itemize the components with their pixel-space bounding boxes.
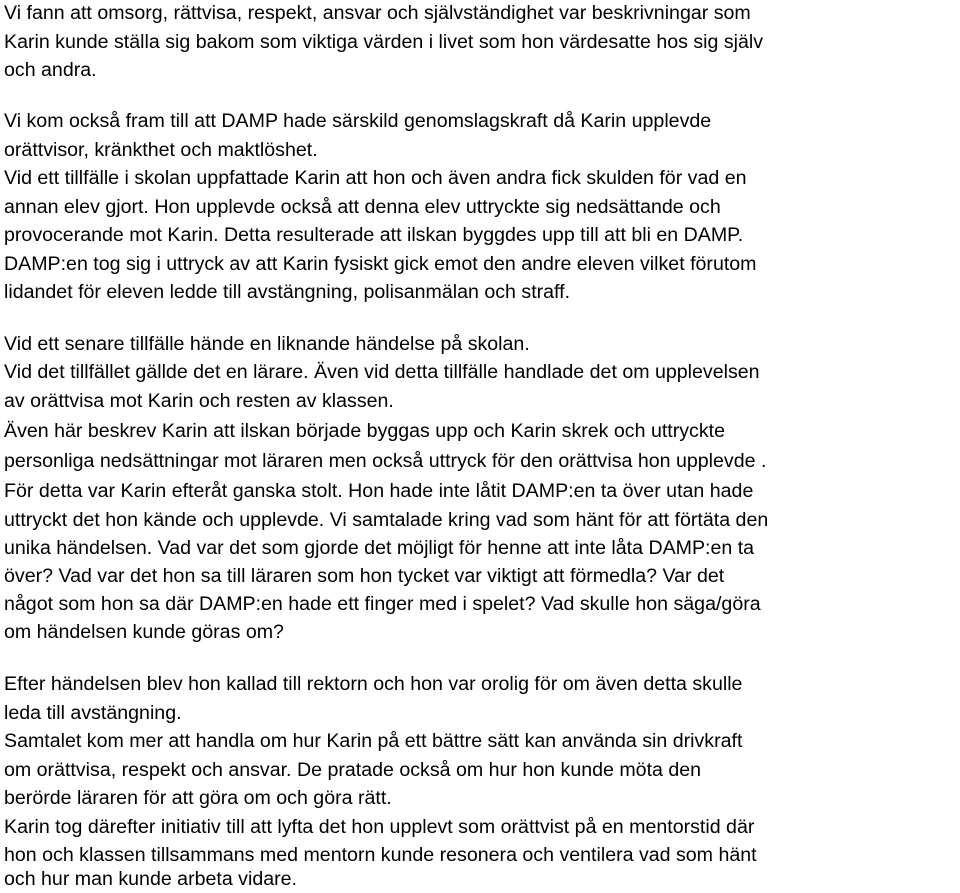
text-line: provocerande mot Karin. Detta resulterade att ilskan byggdes upp till att bli en DAMP.	[4, 224, 744, 246]
text-line: över? Vad var det hon sa till läraren som hon tycket var viktigt att förmedla? Var det	[4, 565, 725, 587]
text-line: Vi kom också fram till att DAMP hade särskild genomslagskraft då Karin upplevde	[4, 110, 712, 132]
text-line: lidandet för eleven ledde till avstängning, polisanmälan och straff.	[4, 281, 571, 303]
text-line: och hur man kunde arbeta vidare.	[4, 868, 297, 890]
text-line: berörde läraren för att göra om och göra rätt.	[4, 787, 392, 809]
text-line: Även här beskrev Karin att ilskan började byggas upp och Karin skrek och uttryckte	[4, 420, 725, 442]
text-line: hon och klassen tillsammans med mentorn kunde resonera och ventilera vad som hänt	[4, 844, 757, 866]
text-line: om händelsen kunde göras om?	[4, 621, 284, 643]
text-line: och andra.	[4, 59, 97, 81]
text-line: Samtalet kom mer att handla om hur Karin på ett bättre sätt kan använda sin drivkraft	[4, 730, 743, 752]
text-line: Karin tog därefter initiativ till att lyfta det hon upplevt som orättvist på en mentorstid där	[4, 816, 755, 838]
text-line: något som hon sa där DAMP:en hade ett finger med i spelet? Vad skulle hon säga/göra	[4, 593, 761, 615]
text-line: Vi fann att omsorg, rättvisa, respekt, ansvar och självständighet var beskrivningar som	[4, 2, 751, 24]
text-line: Efter händelsen blev hon kallad till rektorn och hon var orolig för om även detta skulle	[4, 673, 743, 695]
text-line: orättvisor, kränkthet och maktlöshet.	[4, 139, 318, 161]
text-line: om orättvisa, respekt och ansvar. De pratade också om hur hon kunde möta den	[4, 759, 702, 781]
text-line: av orättvisa mot Karin och resten av klassen.	[4, 390, 394, 412]
text-line: Vid ett senare tillfälle hände en liknande händelse på skolan.	[4, 333, 530, 355]
text-line: Vid ett tillfälle i skolan uppfattade Karin att hon och även andra fick skulden för vad en	[4, 167, 747, 189]
text-line: annan elev gjort. Hon upplevde också att denna elev uttryckte sig nedsättande och	[4, 196, 721, 218]
text-line: Vid det tillfället gällde det en lärare. Även vid detta tillfälle handlade det om upplevelsen	[4, 361, 760, 383]
text-line: leda till avstängning.	[4, 702, 182, 724]
text-line: Karin kunde ställa sig bakom som viktiga värden i livet som hon värdesatte hos sig själv	[4, 31, 764, 53]
text-line: För detta var Karin efteråt ganska stolt. Hon hade inte låtit DAMP:en ta över utan hade	[4, 480, 754, 502]
text-line: uttryckt det hon kände och upplevde. Vi samtalade kring vad som hänt för att förtäta den	[4, 509, 769, 531]
text-line: personliga nedsättningar mot läraren men också uttryck för den orättvisa hon upplevde .	[4, 450, 767, 472]
text-line: DAMP:en tog sig i uttryck av att Karin fysiskt gick emot den andre eleven vilket förutom	[4, 253, 757, 275]
text-line: unika händelsen. Vad var det som gjorde det möjligt för henne att inte låta DAMP:en ta	[4, 537, 755, 559]
